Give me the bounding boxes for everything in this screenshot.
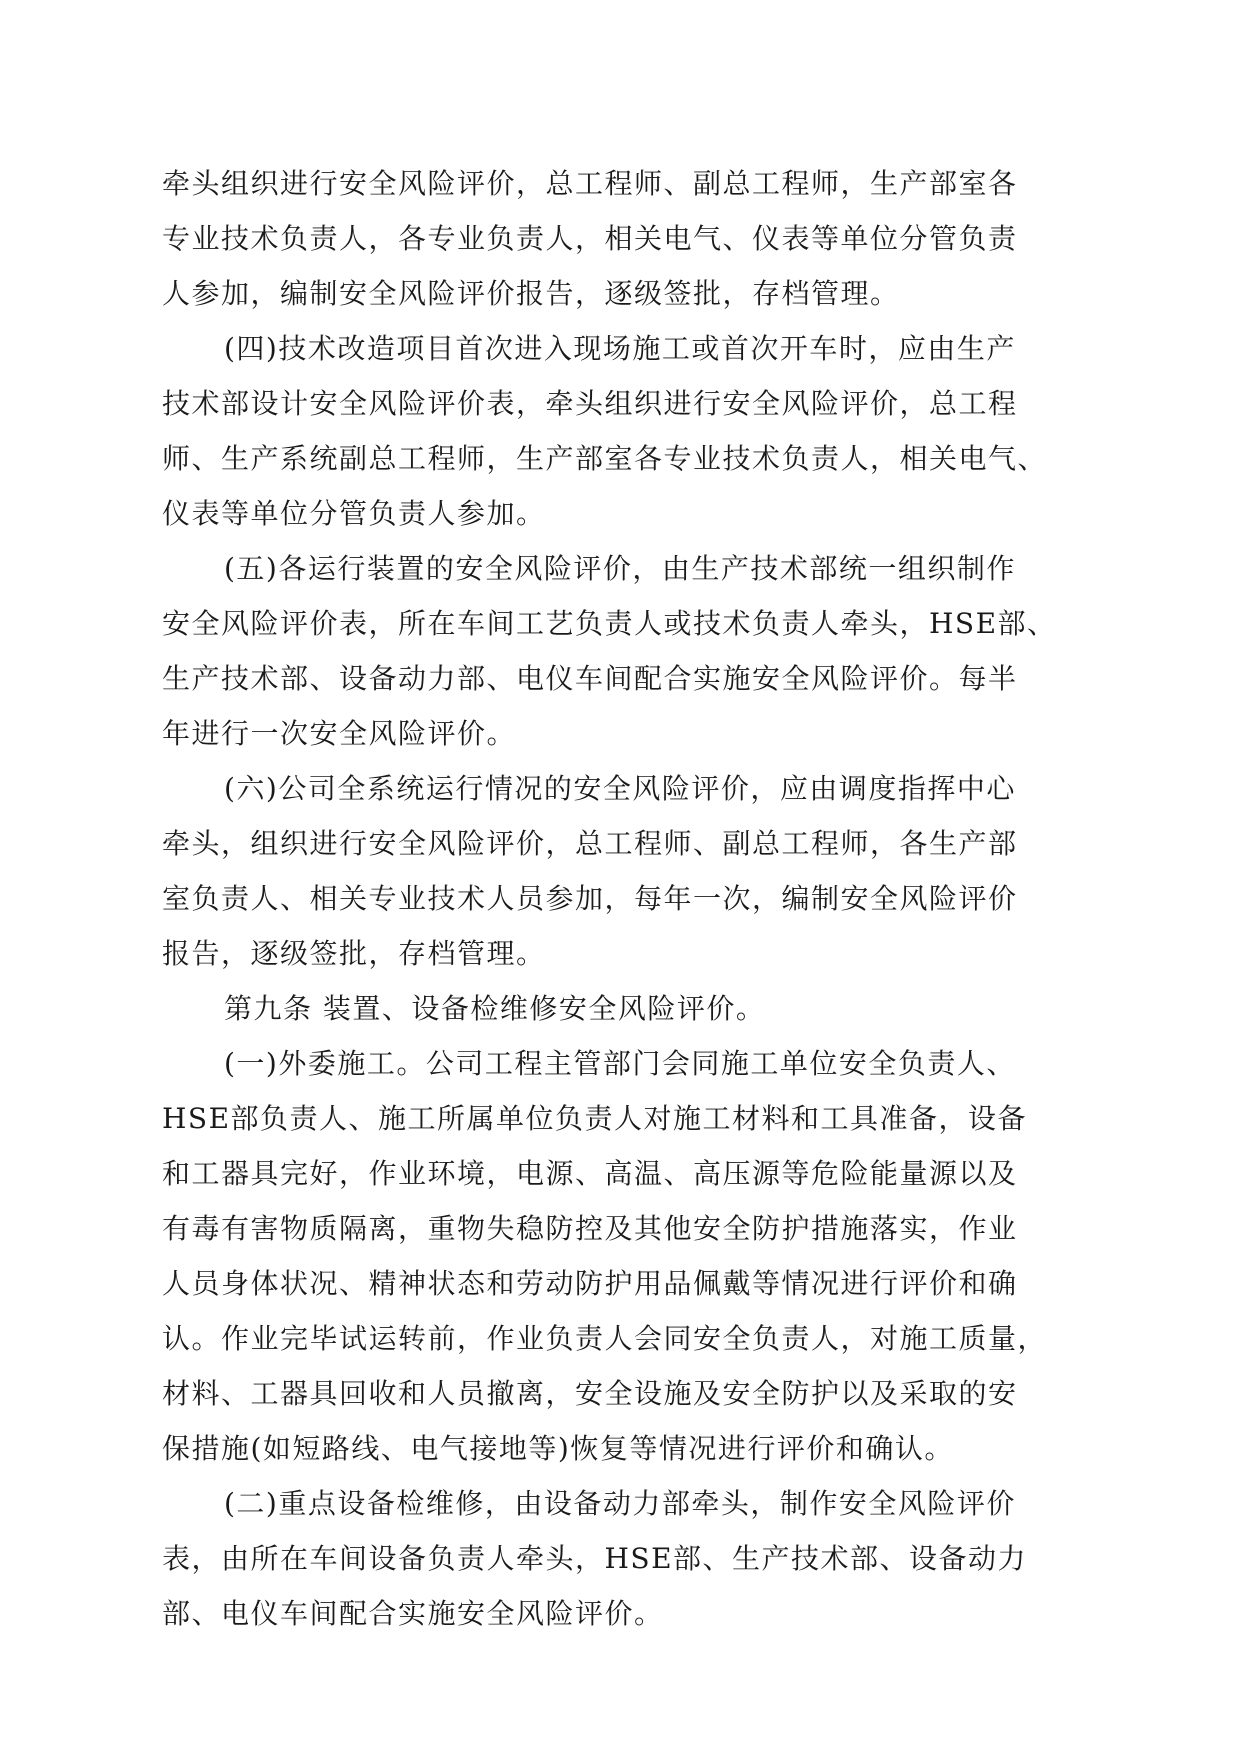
text-line: 表，由所在车间设备负责人牵头，HSE部、生产技术部、设备动力 [162, 1542, 1028, 1575]
text-line: 牵头组织进行安全风险评价，总工程师、副总工程师，生产部室各 [162, 167, 1018, 200]
text-line: 认。作业完毕试运转前，作业负责人会同安全负责人，对施工质量， [162, 1322, 1048, 1355]
text-line: HSE部负责人、施工所属单位负责人对施工材料和工具准备，设备 [162, 1102, 1028, 1135]
document-body [162, 156, 1082, 1641]
text-line: 材料、工器具回收和人员撤离，安全设施及安全防护以及采取的安 [162, 1377, 1018, 1410]
text-line: (五)各运行装置的安全风险评价，由生产技术部统一组织制作 [224, 552, 1016, 585]
text-line: 第九条 装置、设备检维修安全风险评价。 [224, 992, 766, 1025]
text-line: 年进行一次安全风险评价。 [162, 717, 517, 750]
article-heading [162, 981, 1082, 1036]
text-line: (四)技术改造项目首次进入现场施工或首次开车时，应由生产 [224, 332, 1016, 365]
text-line: 牵头，组织进行安全风险评价，总工程师、副总工程师，各生产部 [162, 827, 1018, 860]
text-line: 人员身体状况、精神状态和劳动防护用品佩戴等情况进行评价和确 [162, 1267, 1018, 1300]
paragraph-item-1 [162, 1036, 1082, 1476]
text-line: 安全风险评价表，所在车间工艺负责人或技术负责人牵头，HSE部、 [162, 607, 1057, 640]
paragraph-item-4 [162, 321, 1082, 541]
text-line: (一)外委施工。公司工程主管部门会同施工单位安全负责人、 [224, 1047, 1016, 1080]
text-line: 技术部设计安全风险评价表，牵头组织进行安全风险评价，总工程 [162, 387, 1018, 420]
text-line: 有毒有害物质隔离，重物失稳防控及其他安全防护措施落实，作业 [162, 1212, 1018, 1245]
paragraph-continuation [162, 156, 1082, 321]
paragraph-item-2 [162, 1476, 1082, 1641]
text-line: 师、生产系统副总工程师，生产部室各专业技术负责人，相关电气、 [162, 442, 1048, 475]
text-line: 部、电仪车间配合实施安全风险评价。 [162, 1597, 664, 1630]
paragraph-item-5 [162, 541, 1082, 761]
text-line: 仪表等单位分管负责人参加。 [162, 497, 546, 530]
text-line: 保措施(如短路线、电气接地等)恢复等情况进行评价和确认。 [162, 1432, 954, 1465]
text-line: 和工器具完好，作业环境，电源、高温、高压源等危险能量源以及 [162, 1157, 1018, 1190]
text-line: 人参加，编制安全风险评价报告，逐级签批，存档管理。 [162, 277, 900, 310]
text-line: 报告，逐级签批，存档管理。 [162, 937, 546, 970]
paragraph-item-6 [162, 761, 1082, 981]
text-line: 生产技术部、设备动力部、电仪车间配合实施安全风险评价。每半 [162, 662, 1018, 695]
text-line: (六)公司全系统运行情况的安全风险评价，应由调度指挥中心 [224, 772, 1016, 805]
text-line: 室负责人、相关专业技术人员参加，每年一次，编制安全风险评价 [162, 882, 1018, 915]
text-line: 专业技术负责人，各专业负责人，相关电气、仪表等单位分管负责 [162, 222, 1018, 255]
text-line: (二)重点设备检维修，由设备动力部牵头，制作安全风险评价 [224, 1487, 1016, 1520]
